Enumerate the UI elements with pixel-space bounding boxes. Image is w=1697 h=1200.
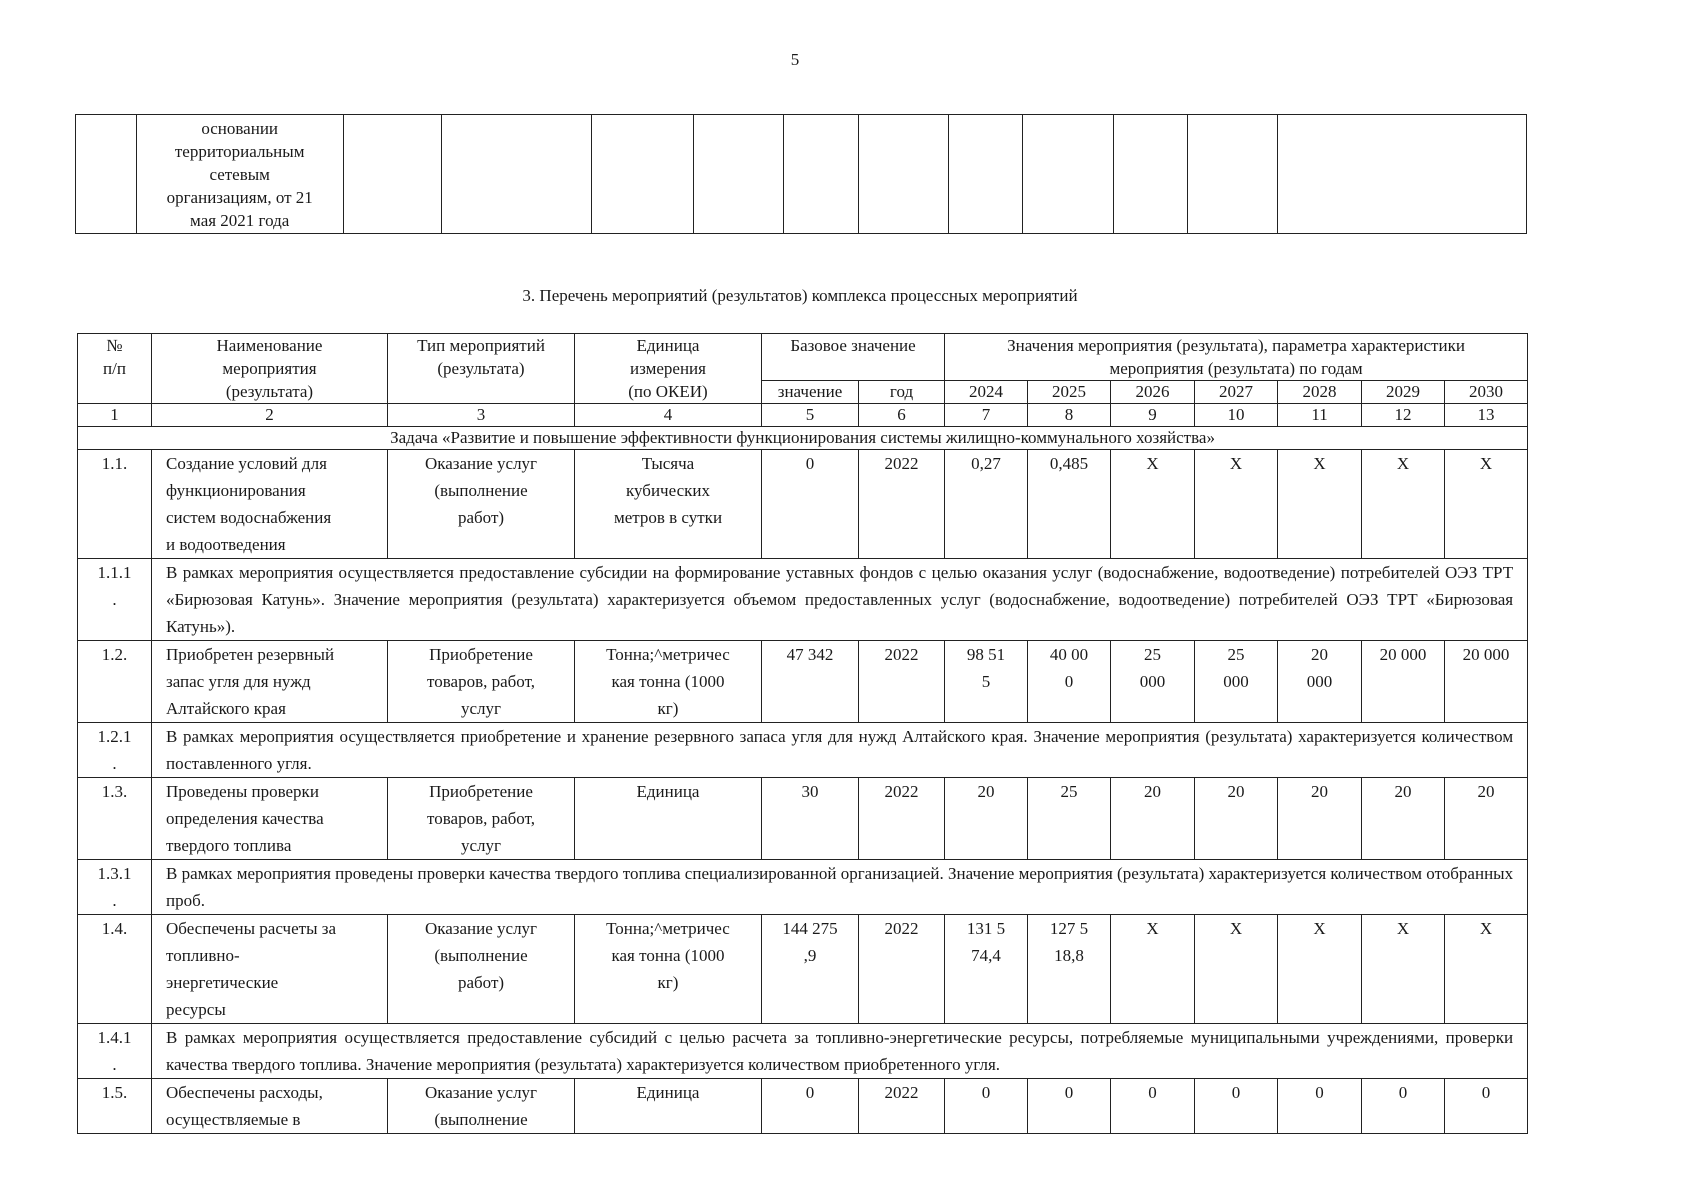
header-year: 2028 — [1278, 381, 1362, 404]
year-value-line: 0 — [1231, 1083, 1241, 1102]
year-value — [1028, 450, 1111, 559]
continuation-cell — [693, 115, 783, 234]
measure-type-line: Приобретение — [429, 645, 533, 664]
base-year: 2022 — [859, 778, 945, 860]
header-line: Наименование — [216, 336, 323, 355]
year-value — [1278, 450, 1362, 559]
year-value — [1111, 915, 1195, 1024]
measure-name-line: осуществляемые в — [166, 1110, 301, 1129]
row-num-line: 1.3.1 — [97, 864, 132, 883]
header-name — [152, 334, 388, 404]
measure-unit-line: Единица — [636, 782, 700, 801]
measure-name-line: Приобретен резервный — [166, 645, 335, 664]
description-num — [78, 723, 152, 778]
row-num: 1.1. — [78, 450, 152, 559]
header-base-year: год — [859, 381, 945, 404]
year-value — [1278, 915, 1362, 1024]
measure-unit-line: Тонна;^метричес — [606, 919, 730, 938]
year-value-line: 0 — [1481, 1083, 1491, 1102]
year-value — [1028, 1079, 1111, 1134]
measure-row — [78, 1079, 1528, 1134]
year-value-line: 20 000 — [1462, 645, 1510, 664]
base-value — [762, 641, 859, 723]
continuation-cell-num — [76, 115, 137, 234]
year-value-line: 127 5 — [1049, 919, 1089, 938]
year-value-line: 25 — [1060, 782, 1078, 801]
year-value-line: 20 — [1227, 782, 1245, 801]
base-value-line: 144 275 — [782, 919, 838, 938]
column-index: 9 — [1111, 404, 1195, 427]
year-value-line: 20 — [977, 782, 995, 801]
measure-name-line: твердого топлива — [166, 836, 292, 855]
measure-type — [388, 1079, 575, 1134]
measure-name-line: функционирования — [166, 481, 306, 500]
measure-name-line: энергетические — [166, 973, 279, 992]
column-index: 4 — [575, 404, 762, 427]
section-title: 3. Перечень мероприятий (результатов) комплекса процессных мероприятий — [522, 286, 1078, 305]
header-row — [78, 334, 1528, 381]
year-value-line: X — [1229, 919, 1243, 938]
column-index: 10 — [1195, 404, 1278, 427]
description-row — [78, 723, 1528, 778]
year-value-line: 40 00 — [1049, 645, 1089, 664]
year-value — [1195, 450, 1278, 559]
header-unit — [575, 334, 762, 404]
continuation-line: территориальным — [174, 142, 305, 161]
continuation-cell-name — [136, 115, 343, 234]
column-index: 5 — [762, 404, 859, 427]
year-value — [1028, 641, 1111, 723]
continuation-line: сетевым — [209, 165, 270, 184]
header-year: 2024 — [945, 381, 1028, 404]
row-num: 1.3. — [78, 778, 152, 860]
year-value-line: 20 — [1394, 782, 1412, 801]
measure-unit — [575, 778, 762, 860]
continuation-cell — [343, 115, 442, 234]
year-value-line: X — [1146, 919, 1159, 938]
page-number: 5 — [790, 50, 800, 69]
base-value-line: 0 — [805, 454, 815, 473]
year-value-line: 20 000 — [1379, 645, 1427, 664]
measure-type-line: услуг — [460, 836, 501, 855]
measure-unit — [575, 641, 762, 723]
base-year: 2022 — [859, 915, 945, 1024]
measure-type-line: товаров, работ, — [427, 672, 535, 691]
year-value-line: X — [1313, 454, 1326, 473]
measure-name — [152, 778, 388, 860]
year-value-line: 74,4 — [971, 946, 1001, 965]
description-text: В рамках мероприятия осуществляется предоставление субсидии на формирование уставных фондов с целью оказания услуг (водоснабжение, водоотведение) потребителей ОЭЗ ТРТ «Бирюзовая Катунь». Значение мероприятия (результата) характеризуется объемом предоставленных услуг (водоснабжение, водоотведение) потребителей ОЭЗ ТРТ «Бирюзовая Катунь»). — [152, 559, 1528, 641]
task-row — [78, 427, 1528, 450]
year-value — [1028, 778, 1111, 860]
year-value — [1278, 641, 1362, 723]
year-value-line: 25 — [1227, 645, 1245, 664]
header-line: (результата) — [437, 359, 525, 378]
year-value — [1111, 450, 1195, 559]
header-line: (результата) — [225, 382, 314, 401]
column-index: 11 — [1278, 404, 1362, 427]
year-value — [1445, 778, 1528, 860]
year-value — [1445, 1079, 1528, 1134]
measure-name — [152, 450, 388, 559]
column-index-row — [78, 404, 1528, 427]
description-num — [78, 860, 152, 915]
measure-unit-line: Тонна;^метричес — [606, 645, 730, 664]
row-num-line: . — [112, 590, 117, 609]
measure-type-line: работ) — [457, 508, 505, 527]
row-num-line: . — [112, 891, 117, 910]
year-value-line: 0 — [1064, 672, 1074, 691]
header-year: 2026 — [1111, 381, 1195, 404]
year-value-line: 5 — [981, 672, 991, 691]
description-row — [78, 559, 1528, 641]
measure-unit-line: кубических — [626, 481, 710, 500]
row-num-line: . — [112, 1055, 117, 1074]
header-year: 2030 — [1445, 381, 1528, 404]
continuation-table — [75, 114, 1527, 234]
measure-unit-line: кая тонна (1000 — [611, 672, 725, 691]
description-text: В рамках мероприятия проведены проверки качества твердого топлива специализированной организацией. Значение мероприятия (результата) характеризуется количеством отобранных проб. — [152, 860, 1528, 915]
continuation-row — [76, 115, 1527, 234]
year-value-line: X — [1396, 454, 1410, 473]
column-index: 6 — [859, 404, 945, 427]
year-value-line: X — [1396, 919, 1410, 938]
continuation-line: мая 2021 года — [190, 211, 290, 230]
year-value-line: X — [1313, 919, 1326, 938]
header-year: 2027 — [1195, 381, 1278, 404]
measure-row — [78, 778, 1528, 860]
base-value-line: 47 342 — [786, 645, 834, 664]
column-index: 8 — [1028, 404, 1111, 427]
year-value-line: 000 — [1139, 672, 1166, 691]
base-year: 2022 — [859, 641, 945, 723]
year-value-line: 0,485 — [1049, 454, 1089, 473]
year-value-line: 0 — [1315, 1083, 1324, 1102]
measure-type-line: Оказание услуг — [424, 454, 538, 473]
measure-row — [78, 915, 1528, 1024]
year-value-line: 98 51 — [966, 645, 1006, 664]
year-value — [1362, 1079, 1445, 1134]
year-value-line: 20 — [1477, 782, 1495, 801]
year-value — [945, 450, 1028, 559]
measure-name-line: и водоотведения — [166, 535, 286, 554]
year-value-line: 0 — [1398, 1083, 1408, 1102]
year-value — [945, 778, 1028, 860]
continuation-cell — [1113, 115, 1187, 234]
header-base: Базовое значение — [762, 334, 945, 381]
description-row — [78, 1024, 1528, 1079]
year-value — [1445, 915, 1528, 1024]
header-line: мероприятия — [222, 359, 317, 378]
year-value — [1111, 641, 1195, 723]
header-line: мероприятия (результата) по годам — [1109, 359, 1363, 378]
continuation-cell — [442, 115, 592, 234]
column-index: 12 — [1362, 404, 1445, 427]
base-year: 2022 — [859, 450, 945, 559]
year-value — [1195, 915, 1278, 1024]
measure-name-line: Обеспечены расходы, — [166, 1083, 323, 1102]
year-value — [1195, 778, 1278, 860]
year-value — [945, 1079, 1028, 1134]
continuation-cell — [1023, 115, 1113, 234]
continuation-line: основании — [201, 119, 279, 138]
year-value — [1111, 1079, 1195, 1134]
year-value — [1362, 915, 1445, 1024]
header-line: Единица — [636, 336, 700, 355]
measure-name-line: топливно- — [166, 946, 240, 965]
header-year: 2025 — [1028, 381, 1111, 404]
base-value-line: ,9 — [803, 946, 817, 965]
year-value-line: 25 — [1144, 645, 1162, 664]
measure-type — [388, 915, 575, 1024]
header-line: п/п — [103, 359, 126, 378]
measure-name — [152, 1079, 388, 1134]
year-value — [1278, 1079, 1362, 1134]
measure-name-line: определения качества — [166, 809, 324, 828]
column-index: 7 — [945, 404, 1028, 427]
measure-name-line: Проведены проверки — [166, 782, 319, 801]
header-base-value: значение — [762, 381, 859, 404]
column-index: 2 — [152, 404, 388, 427]
measure-name-line: запас угля для нужд — [166, 672, 311, 691]
row-num-line: 1.1.1 — [97, 563, 132, 582]
year-value-line: 000 — [1306, 672, 1333, 691]
year-value-line: 131 5 — [966, 919, 1006, 938]
measure-name-line: ресурсы — [166, 1000, 226, 1019]
header-line: Тип мероприятий — [417, 336, 545, 355]
measure-type — [388, 778, 575, 860]
measure-type-line: (выполнение — [434, 481, 528, 500]
measure-type-line: товаров, работ, — [427, 809, 535, 828]
continuation-cell — [784, 115, 858, 234]
measures-table — [77, 333, 1528, 1134]
year-value-line: 0 — [1064, 1083, 1074, 1102]
header-year: 2029 — [1362, 381, 1445, 404]
measure-unit — [575, 915, 762, 1024]
measure-type-line: Оказание услуг — [424, 919, 538, 938]
year-value-line: 0 — [1148, 1083, 1157, 1102]
year-value — [945, 641, 1028, 723]
measure-type-line: (выполнение — [434, 946, 528, 965]
measure-type — [388, 641, 575, 723]
task-title: Задача «Развитие и повышение эффективности функционирования системы жилищно-коммунального хозяйства» — [78, 427, 1528, 450]
year-value-line: X — [1229, 454, 1243, 473]
year-value-line: 0,27 — [971, 454, 1001, 473]
measure-unit-line: кая тонна (1000 — [611, 946, 725, 965]
measure-name-line: Обеспечены расчеты за — [166, 919, 337, 938]
header-values-by-year — [945, 334, 1528, 381]
column-index: 1 — [78, 404, 152, 427]
year-value — [1028, 915, 1111, 1024]
measure-row — [78, 450, 1528, 559]
year-value — [1445, 450, 1528, 559]
measure-type — [388, 450, 575, 559]
continuation-cell — [1278, 115, 1527, 234]
header-line: Значения мероприятия (результата), параметра характеристики — [1007, 336, 1465, 355]
measure-unit — [575, 450, 762, 559]
base-value — [762, 450, 859, 559]
row-num: 1.4. — [78, 915, 152, 1024]
year-value — [1362, 450, 1445, 559]
year-value-line: 20 — [1311, 782, 1329, 801]
column-index: 13 — [1445, 404, 1528, 427]
measure-unit-line: кг) — [657, 973, 679, 992]
base-year: 2022 — [859, 1079, 945, 1134]
base-value — [762, 1079, 859, 1134]
measure-name — [152, 641, 388, 723]
measure-type-line: работ) — [457, 973, 505, 992]
measure-type-line: Оказание услуг — [424, 1083, 538, 1102]
header-line: измерения — [630, 359, 706, 378]
row-num: 1.5. — [78, 1079, 152, 1134]
measure-type-line: (выполнение — [434, 1110, 528, 1129]
year-value-line: X — [1146, 454, 1159, 473]
continuation-cell — [948, 115, 1022, 234]
year-value — [1362, 778, 1445, 860]
header-line: (по ОКЕИ) — [628, 382, 708, 401]
continuation-line: организациям, от 21 — [166, 188, 313, 207]
measure-unit-line: Единица — [636, 1083, 700, 1102]
year-value — [1362, 641, 1445, 723]
year-value — [1111, 778, 1195, 860]
header-line: № — [106, 336, 123, 355]
measure-unit-line: кг) — [657, 699, 679, 718]
row-num-line: 1.2.1 — [97, 727, 132, 746]
year-value — [1195, 641, 1278, 723]
description-row — [78, 860, 1528, 915]
year-value-line: 18,8 — [1054, 946, 1084, 965]
description-text: В рамках мероприятия осуществляется предоставление субсидий с целью расчета за топливно-энергетические ресурсы, потребляемые муниципальными учреждениями, проверки качества твердого топлива. Значение мероприятия (результата) характеризуется количеством приобретенного угля. — [152, 1024, 1528, 1079]
description-num — [78, 1024, 152, 1079]
measure-unit-line: метров в сутки — [613, 508, 723, 527]
continuation-cell — [1188, 115, 1278, 234]
description-num — [78, 559, 152, 641]
year-value — [1195, 1079, 1278, 1134]
year-value-line: X — [1479, 454, 1493, 473]
year-value — [1445, 641, 1528, 723]
column-index: 3 — [388, 404, 575, 427]
continuation-cell — [858, 115, 948, 234]
row-num-line: 1.4.1 — [97, 1028, 132, 1047]
year-value-line: 000 — [1223, 672, 1249, 691]
base-value — [762, 778, 859, 860]
row-num-line: . — [112, 754, 117, 773]
description-text: В рамках мероприятия осуществляется приобретение и хранение резервного запаса угля для нужд Алтайского края. Значение мероприятия (результата) характеризуется количеством поставленного угля. — [152, 723, 1528, 778]
header-num — [78, 334, 152, 404]
base-value-line: 30 — [801, 782, 819, 801]
year-value-line: 0 — [981, 1083, 991, 1102]
row-num: 1.2. — [78, 641, 152, 723]
base-value — [762, 915, 859, 1024]
year-value — [1278, 778, 1362, 860]
measure-unit — [575, 1079, 762, 1134]
measure-name-line: систем водоснабжения — [166, 508, 332, 527]
year-value — [945, 915, 1028, 1024]
header-type — [388, 334, 575, 404]
year-value-line: 20 — [1144, 782, 1162, 801]
measure-row — [78, 641, 1528, 723]
year-value-line: X — [1479, 919, 1493, 938]
measure-type-line: Приобретение — [429, 782, 533, 801]
continuation-cell — [592, 115, 694, 234]
measure-name — [152, 915, 388, 1024]
base-value-line: 0 — [805, 1083, 815, 1102]
measure-name-line: Алтайского края — [166, 699, 286, 718]
year-value-line: 20 — [1311, 645, 1329, 664]
measure-unit-line: Тысяча — [641, 454, 695, 473]
measure-name-line: Создание условий для — [166, 454, 327, 473]
measure-type-line: услуг — [460, 699, 501, 718]
